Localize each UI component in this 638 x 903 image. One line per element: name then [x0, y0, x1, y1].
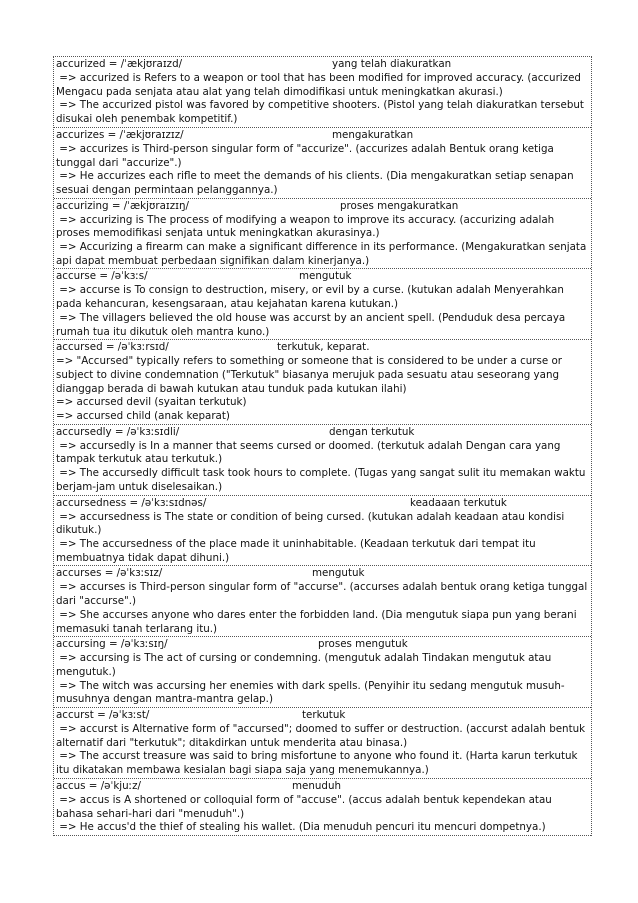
translation: mengakuratkan: [332, 128, 414, 141]
example-line: => accursed devil (syaitan terkutuk): [56, 396, 247, 409]
entry-header: [56, 129, 589, 143]
entry-header: [56, 58, 589, 72]
headword: accursing = /əˈkɜːsɪŋ/: [56, 638, 168, 651]
dictionary-page: [53, 56, 592, 836]
definition-line: => accursedly is In a manner that seems cursed or doomed. (terkutuk adalah Dengan cara yang tampak terkutuk atau terkutuk.): [56, 439, 564, 466]
translation: keadaaan terkutuk: [410, 496, 507, 509]
example-line: => The accurized pistol was favored by competitive shooters. (Pistol yang telah diakuratkan tersebut disukai oleh penembak kompetitif.): [56, 99, 588, 126]
translation: yang telah diakuratkan: [332, 58, 452, 70]
entry-accursedness: [54, 496, 591, 567]
translation: dengan terkutuk: [329, 425, 415, 438]
entry-header: [56, 200, 589, 214]
headword: accursedness = /əˈkɜːsɪdnəs/: [56, 496, 207, 509]
definition-line: => accursedness is The state or condition of being cursed. (kutukan adalah keadaan atau kondisi dikutuk.): [56, 510, 568, 537]
entry-header: [56, 270, 589, 284]
entry-accursed: [54, 340, 591, 425]
definition-line: => accurizes is Third-person singular form of "accurize". (accurizes adalah Bentuk orang ketiga tunggal dari "accurize".): [56, 142, 558, 169]
example-line: => The accursedness of the place made it uninhabitable. (Keadaan terkutuk dari tempat itu membuatnya tidak dapat dihuni.): [56, 537, 539, 564]
example-line: => She accurses anyone who dares enter the forbidden land. (Dia mengutuk siapa pun yang berani memasuki tanah terlarang itu.): [56, 608, 580, 635]
entry-header: [56, 709, 589, 723]
definition-line: => accurses is Third-person singular form of "accurse". (accurses adalah bentuk orang ketiga tunggal dari "accurse".): [56, 581, 591, 608]
example-line: => The witch was accursing her enemies with dark spells. (Penyihir itu sedang mengutuk musuh-musuhnya dengan mantra-mantra gelap.): [56, 679, 565, 706]
entry-header: [56, 426, 589, 440]
example-line: => The villagers believed the old house was accurst by an ancient spell. (Penduduk desa percaya rumah tua itu dikutuk oleh mantra kuno.): [56, 311, 569, 338]
headword: accurses = /əˈkɜːsɪz/: [56, 567, 163, 580]
definition-line: => accurizing is The process of modifying a weapon to improve its accuracy. (accurizing adalah proses memodifikasi senjata untuk meningkatkan akurasinya.): [56, 213, 558, 240]
example-line: => Accurizing a firearm can make a significant difference in its performance. (Mengakuratkan senjata api dapat membuat perbedaan signifikan dalam kinerjanya.): [56, 241, 590, 267]
headword: accurizing = /ˈækjʊraɪzɪŋ/: [56, 199, 189, 212]
entry-accurst: [54, 708, 591, 779]
translation: proses mengutuk: [318, 638, 408, 651]
definition-line: => accurst is Alternative form of "accursed"; doomed to suffer or destruction. (accurst adalah bentuk alternatif dari "terkutuk"; ditakdirkan untuk menderita atau binasa.): [56, 723, 589, 749]
translation: mengutuk: [299, 270, 352, 283]
entry-header: [56, 567, 589, 581]
translation: mengutuk: [312, 567, 365, 580]
entry-header: [56, 341, 589, 355]
headword: accurse = /əˈkɜːs/: [56, 270, 148, 283]
entry-accurses: [54, 566, 591, 637]
example-line: => He accurizes each rifle to meet the demands of his clients. (Dia mengakuratkan setiap senapan sesuai dengan permintaan pelanggannya.): [56, 170, 577, 196]
translation: menuduh: [292, 779, 342, 792]
headword: accursed = /əˈkɜːrsɪd/: [56, 341, 169, 354]
definition-line: => accursing is The act of cursing or condemning. (mengutuk adalah Tindakan mengutuk atau mengutuk.): [56, 652, 555, 678]
entry-accurizes: [54, 128, 591, 199]
entry-header: [56, 638, 589, 652]
headword: accurst = /əˈkɜːst/: [56, 709, 150, 722]
translation: proses mengakuratkan: [340, 199, 459, 212]
headword: accurizes = /ˈækjʊraɪzɪz/: [56, 128, 184, 141]
headword: accus = /əˈkjuːz/: [56, 779, 142, 792]
example-line: => He accus'd the thief of stealing his wallet. (Dia menuduh pencuri itu mencuri dompetnya.): [56, 821, 546, 834]
entry-accurse: [54, 269, 591, 340]
translation: terkutuk, keparat.: [277, 341, 370, 354]
definition-line: => accurized is Refers to a weapon or tool that has been modified for improved accuracy. (accurized Mengacu pada senjata atau alat yang telah dimodifikasi untuk meningkatkan akurasi.): [56, 72, 585, 98]
entry-accurizing: [54, 199, 591, 270]
headword: accursedly = /əˈkɜːsɪdli/: [56, 425, 180, 438]
entry-header: [56, 780, 589, 794]
entry-header: [56, 497, 589, 511]
entry-accursing: [54, 637, 591, 708]
example-line: => The accurst treasure was said to bring misfortune to anyone who found it. (Harta karun terkutuk itu dikatakan membawa kesialan bagi siapa saja yang menemukannya.): [56, 750, 581, 777]
example-line: => accursed child (anak keparat): [56, 410, 230, 423]
translation: terkutuk: [302, 709, 346, 722]
example-line: => The accursedly difficult task took hours to complete. (Tugas yang sangat sulit itu memakan waktu berjam-jam untuk diselesaikan.): [56, 467, 589, 493]
entry-accus: [54, 779, 591, 836]
definition-line: => "Accursed" typically refers to something or someone that is considered to be under a curse or subject to divine condemnation ("Terkutuk" biasanya merujuk pada sesuatu atau seseorang yang dianggap berada di bawah kutukan atau tunduk pada kutukan ilahi): [56, 355, 566, 395]
entry-accursedly: [54, 425, 591, 496]
definition-line: => accurse is To consign to destruction, misery, or evil by a curse. (kutukan adalah Menyerahkan pada kehancuran, kesengsaraan, atau kejahatan karena kutukan.): [56, 284, 568, 311]
entry-accurized: [54, 57, 591, 128]
headword: accurized = /ˈækjʊraɪzd/: [56, 58, 183, 70]
definition-line: => accus is A shortened or colloquial form of "accuse". (accus adalah bentuk kependekan atau bahasa sehari-hari dari "menuduh".): [56, 793, 556, 820]
